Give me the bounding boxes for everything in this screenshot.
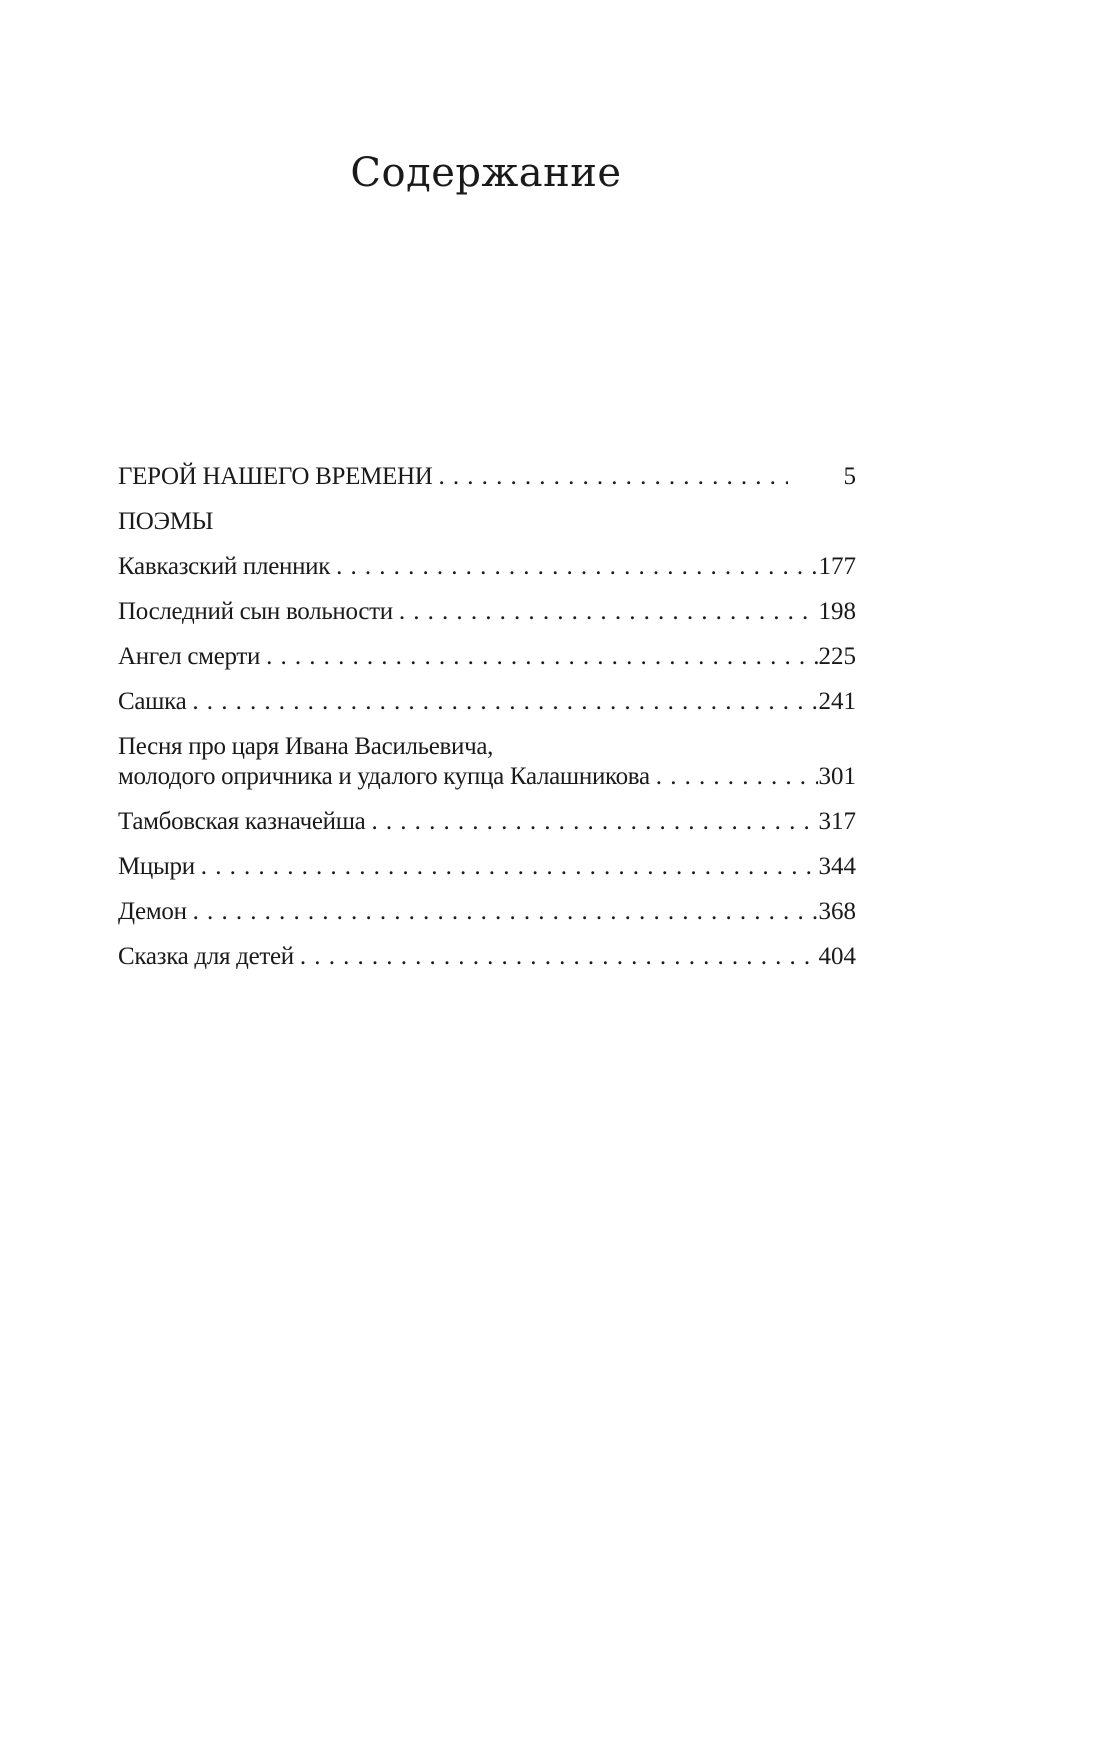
dot-leader bbox=[201, 852, 818, 882]
table-of-contents bbox=[118, 462, 856, 987]
dot-leader bbox=[399, 597, 818, 627]
section-heading: ПОЭМЫ bbox=[118, 508, 214, 535]
dot-leader bbox=[371, 807, 818, 837]
toc-entry[interactable] bbox=[118, 597, 856, 627]
dot-leader bbox=[193, 897, 818, 927]
toc-entry-page: 344 bbox=[818, 853, 856, 880]
toc-entry-title: Кавказский пленник bbox=[118, 553, 331, 580]
toc-entry-page: 177 bbox=[818, 553, 856, 580]
toc-entry[interactable] bbox=[118, 942, 856, 972]
dot-leader bbox=[300, 942, 818, 972]
toc-entry-main[interactable] bbox=[118, 462, 856, 492]
toc-entry[interactable] bbox=[118, 807, 856, 837]
dot-leader bbox=[336, 552, 818, 582]
toc-entry-page: 198 bbox=[818, 598, 856, 625]
toc-entry-title: Тамбовская казначейша bbox=[118, 808, 366, 835]
toc-entry-page: 317 bbox=[818, 808, 856, 835]
toc-entry[interactable] bbox=[118, 897, 856, 927]
toc-entry-title: Ангел смерти bbox=[118, 643, 261, 670]
toc-entry[interactable] bbox=[118, 552, 856, 582]
dot-leader bbox=[656, 762, 818, 792]
toc-entry-title-line2: молодого опричника и удалого купца Калашникова bbox=[118, 763, 650, 790]
toc-entry-page: 301 bbox=[818, 763, 856, 790]
toc-entry[interactable] bbox=[118, 687, 856, 717]
toc-entry-page: 404 bbox=[818, 943, 856, 970]
dot-leader bbox=[438, 462, 788, 492]
toc-entry-page: 241 bbox=[818, 688, 856, 715]
toc-entry-title: ГЕРОЙ НАШЕГО ВРЕМЕНИ bbox=[118, 463, 433, 490]
toc-entry-multiline[interactable] bbox=[118, 732, 856, 792]
toc-entry-page: 368 bbox=[818, 898, 856, 925]
dot-leader bbox=[266, 642, 818, 672]
toc-entry-page: 225 bbox=[818, 643, 856, 670]
toc-entry-last-line bbox=[118, 762, 856, 792]
toc-entry-page: 5 bbox=[843, 463, 856, 490]
toc-entry-title-line1: Песня про царя Ивана Васильевича, bbox=[118, 733, 494, 760]
toc-entry-title: Последний сын вольности bbox=[118, 598, 393, 625]
toc-entry-title: Мцыри bbox=[118, 853, 195, 880]
toc-entry-title: Сашка bbox=[118, 688, 187, 715]
page-title: Содержание bbox=[350, 150, 622, 196]
toc-entry-title: Демон bbox=[118, 898, 187, 925]
toc-entry[interactable] bbox=[118, 642, 856, 672]
toc-entry-title: Сказка для детей bbox=[118, 943, 294, 970]
dot-leader bbox=[192, 687, 818, 717]
toc-entry[interactable] bbox=[118, 852, 856, 882]
